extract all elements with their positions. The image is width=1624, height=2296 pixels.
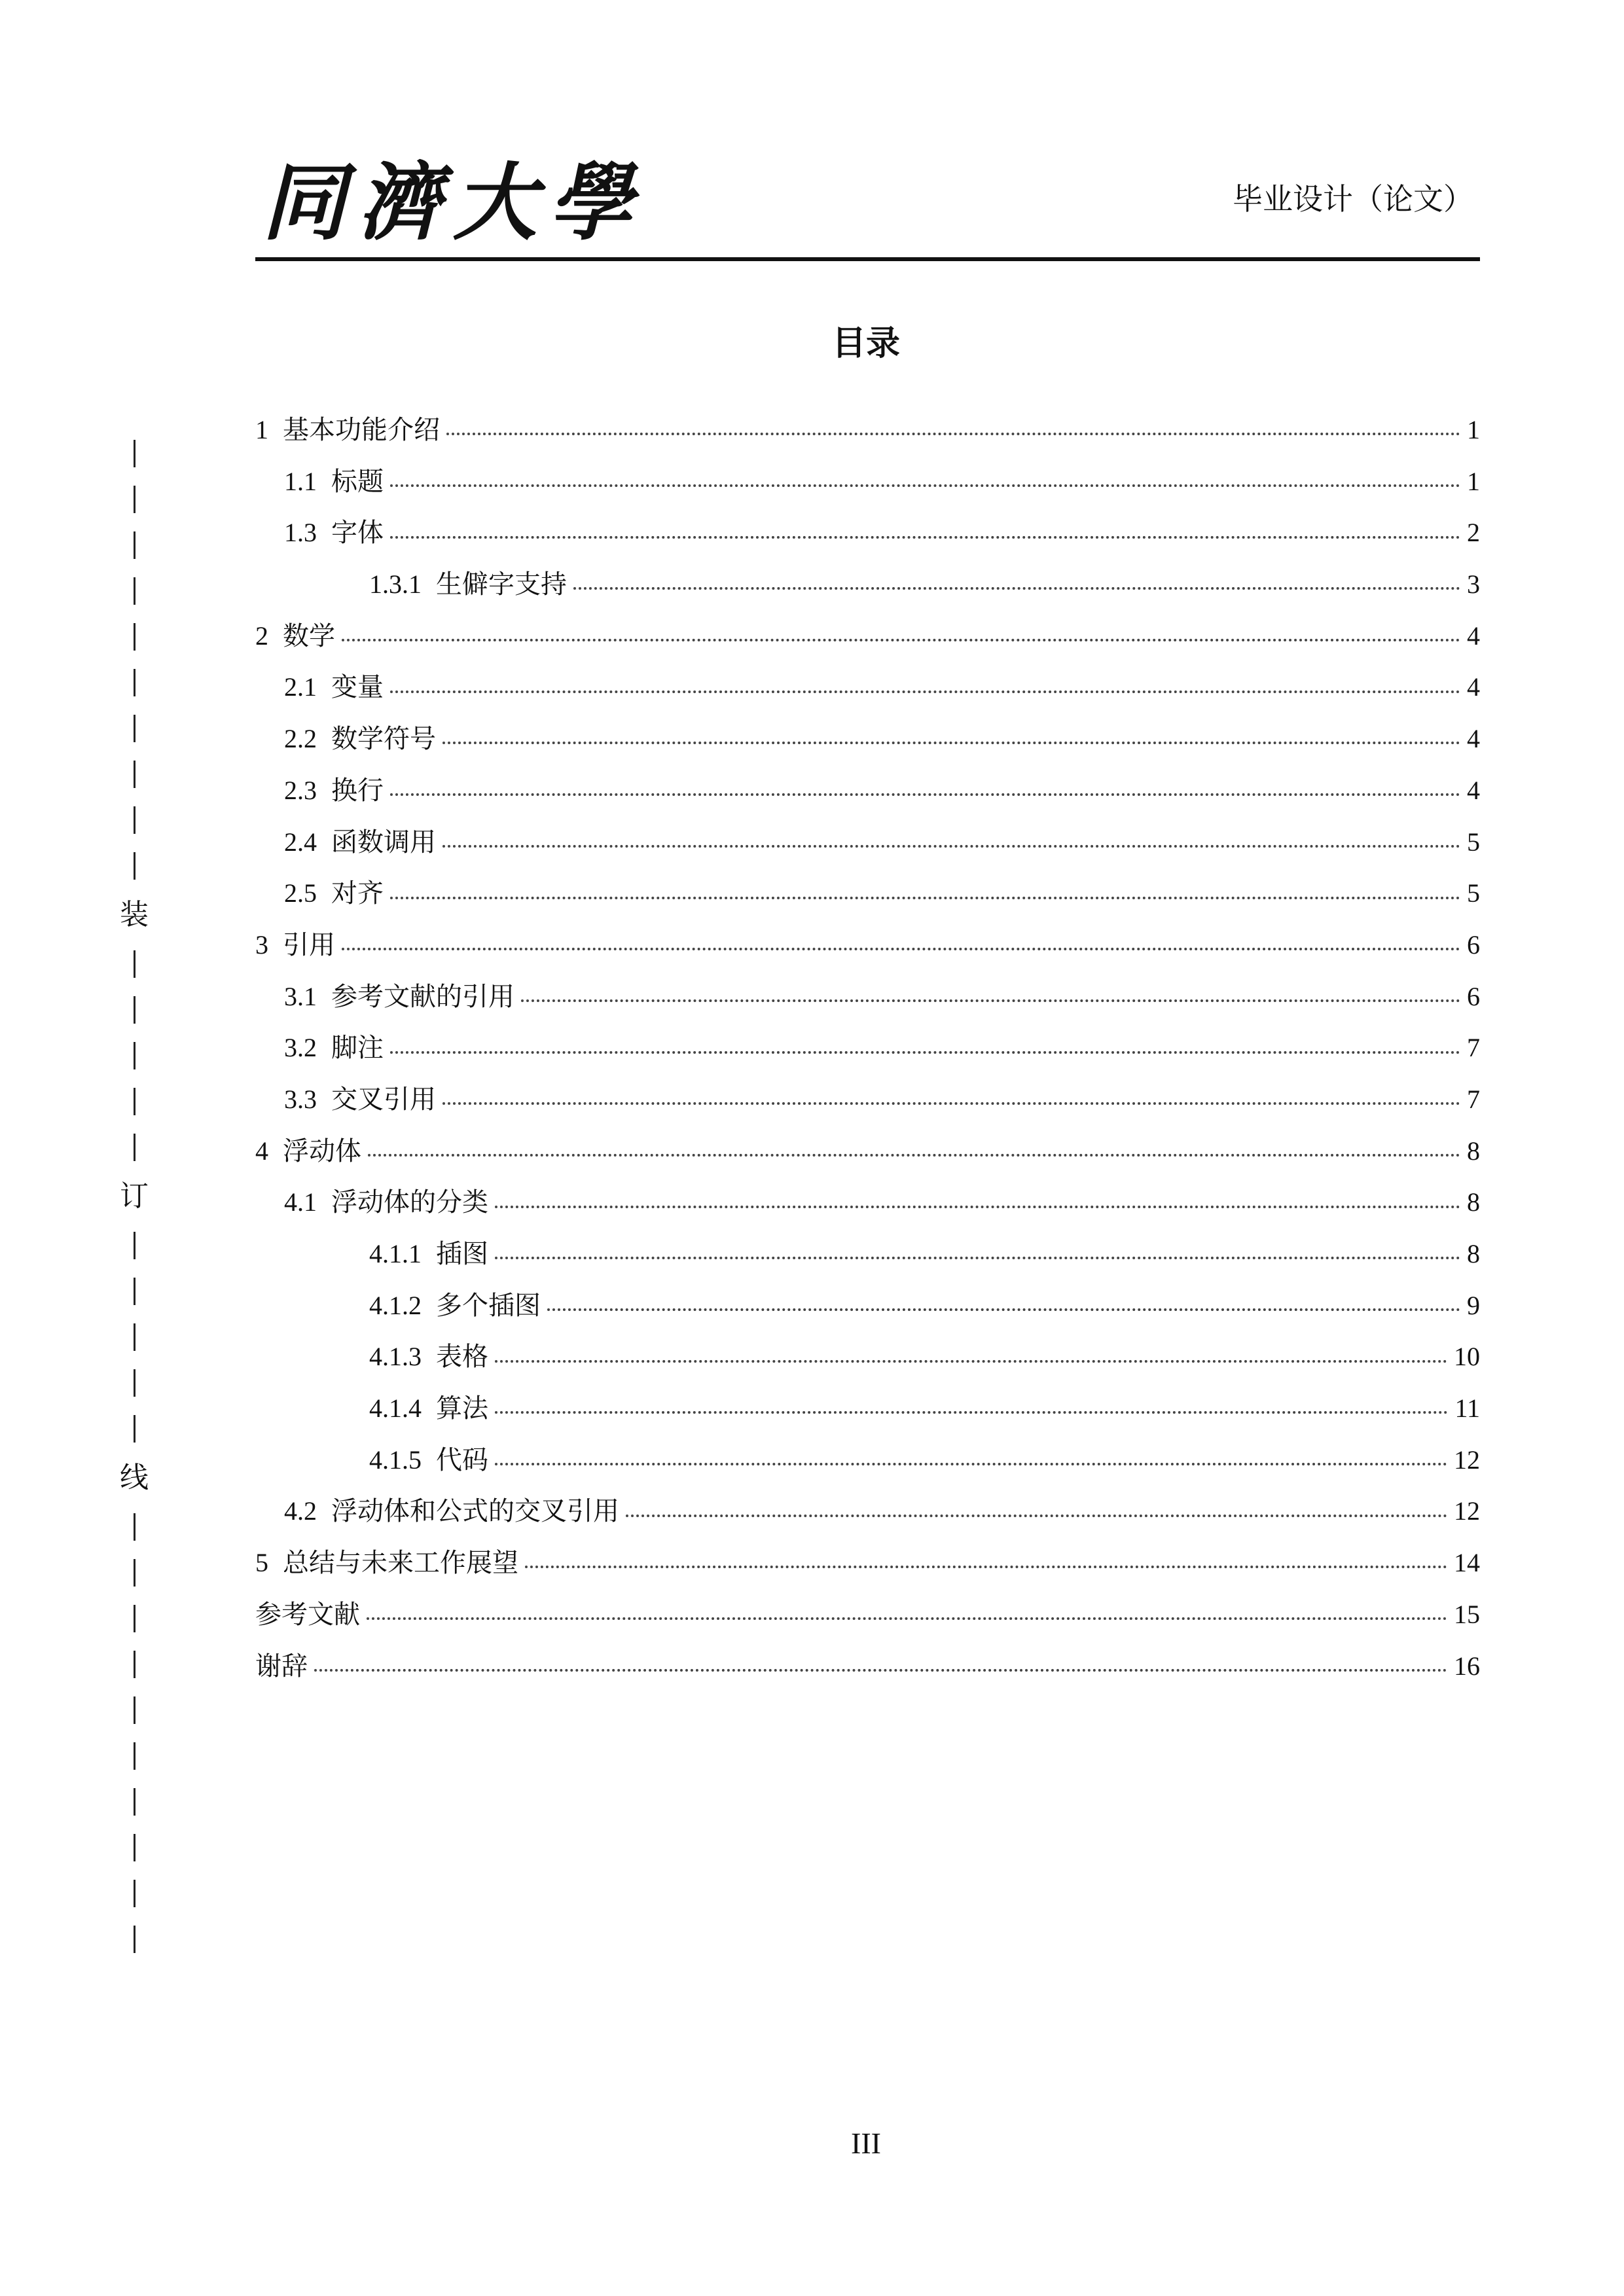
binding-line — [118, 431, 151, 1962]
binding-bar — [134, 440, 135, 467]
binding-bar — [134, 1232, 135, 1259]
toc-entry[interactable] — [255, 662, 1480, 713]
toc-entry-title: 函数调用 — [331, 827, 436, 857]
toc-entry[interactable] — [255, 1229, 1480, 1280]
binding-bar — [134, 950, 135, 978]
toc-entry[interactable] — [255, 559, 1480, 611]
document-type-label: 毕业设计（论文） — [1233, 183, 1473, 216]
binding-bar — [134, 715, 135, 742]
binding-bar — [134, 1513, 135, 1541]
toc-dot-leader — [314, 1669, 1447, 1672]
binding-bar — [134, 1134, 135, 1161]
toc-dot-leader — [342, 639, 1460, 641]
binding-bar — [134, 1415, 135, 1443]
binding-bar — [134, 852, 135, 880]
toc-dot-leader — [367, 1617, 1447, 1620]
toc-entry-number: 1.3.1 — [369, 569, 422, 600]
toc-entry[interactable] — [255, 1074, 1480, 1126]
toc-entry-number: 2.5 — [284, 878, 317, 908]
toc-entry-page: 11 — [1454, 1393, 1480, 1424]
binding-bar — [134, 1834, 135, 1861]
toc-entry-number: 4.1.2 — [369, 1290, 422, 1320]
toc-entry[interactable] — [255, 611, 1480, 662]
toc-entry-page: 9 — [1467, 1290, 1480, 1320]
binding-bar — [134, 1742, 135, 1770]
university-logo: 同濟大學 — [262, 154, 645, 252]
toc-entry[interactable] — [255, 456, 1480, 508]
toc-entry-page: 7 — [1467, 1033, 1480, 1063]
toc-entry-page: 15 — [1454, 1599, 1480, 1629]
toc-entry-page: 8 — [1467, 1136, 1480, 1166]
toc-entry-number: 2 — [255, 620, 268, 651]
toc-entry-number: 1.3 — [284, 518, 317, 548]
toc-entry-title: 多个插图 — [436, 1290, 541, 1320]
toc-dot-leader — [495, 1411, 1448, 1414]
toc-entry[interactable] — [255, 507, 1480, 559]
binding-label: 装 — [120, 898, 149, 931]
toc-entry-number: 2.3 — [284, 775, 317, 805]
toc-entry-number: 2.4 — [284, 827, 317, 857]
toc-entry-number: 4 — [255, 1136, 268, 1166]
toc-entry[interactable] — [255, 1177, 1480, 1229]
toc-entry-page: 4 — [1467, 724, 1480, 754]
toc-dot-leader — [446, 433, 1460, 435]
binding-bar — [134, 531, 135, 559]
binding-bar — [134, 996, 135, 1024]
toc-dot-leader — [442, 1102, 1460, 1105]
toc-dot-leader — [390, 536, 1460, 539]
toc-entry[interactable] — [255, 1280, 1480, 1332]
toc-dot-leader — [525, 1566, 1447, 1568]
toc-entry[interactable] — [255, 1022, 1480, 1074]
toc-dot-leader — [495, 1257, 1460, 1259]
toc-entry-title: 谢辞 — [255, 1651, 308, 1681]
toc-entry-title: 基本功能介绍 — [283, 415, 440, 444]
toc-entry-title: 生僻字支持 — [436, 569, 567, 600]
binding-bar — [134, 1369, 135, 1397]
toc-entry-page: 5 — [1467, 878, 1480, 908]
toc-entry[interactable] — [255, 868, 1480, 920]
toc-title: 目录 — [831, 324, 900, 363]
binding-bar — [134, 623, 135, 651]
binding-bar — [134, 1788, 135, 1816]
toc-entry-title: 引用 — [283, 929, 335, 960]
toc-entry-page: 4 — [1467, 672, 1480, 702]
binding-bar — [134, 1696, 135, 1724]
toc-dot-leader — [342, 948, 1460, 950]
binding-bar — [134, 1651, 135, 1678]
toc-entry[interactable] — [255, 817, 1480, 869]
toc-entry[interactable] — [255, 404, 1480, 456]
toc-entry-title: 换行 — [331, 775, 384, 805]
toc-entry-page: 14 — [1454, 1548, 1480, 1578]
toc-dot-leader — [547, 1308, 1460, 1311]
header-divider — [255, 257, 1480, 261]
toc-entry-title: 字体 — [331, 518, 384, 548]
toc-entry-page: 4 — [1467, 775, 1480, 805]
toc-entry[interactable] — [255, 1641, 1480, 1693]
toc-entry-title: 表格 — [436, 1342, 488, 1372]
toc-entry-title: 数学符号 — [331, 724, 436, 754]
toc-dot-leader — [626, 1515, 1447, 1517]
toc-dot-leader — [442, 742, 1460, 744]
toc-entry-number: 1.1 — [284, 466, 317, 496]
binding-bar — [134, 1278, 135, 1305]
toc-dot-leader — [495, 1206, 1460, 1208]
toc-entry-title: 浮动体 — [283, 1136, 361, 1166]
toc-entry[interactable] — [255, 1486, 1480, 1537]
toc-entry[interactable] — [255, 1435, 1480, 1486]
toc-entry-number: 3.3 — [284, 1084, 317, 1114]
toc-entry[interactable] — [255, 971, 1480, 1023]
toc-entry-page: 8 — [1467, 1239, 1480, 1268]
binding-bar — [134, 486, 135, 513]
toc-dot-leader — [390, 793, 1460, 796]
binding-bar — [134, 761, 135, 788]
toc-dot-leader — [390, 1051, 1460, 1054]
toc-entry-page: 12 — [1454, 1496, 1480, 1526]
toc-entry[interactable] — [255, 1383, 1480, 1435]
toc-entry-page: 4 — [1467, 620, 1480, 651]
toc-entry-title: 变量 — [331, 672, 384, 702]
toc-entry-title: 总结与未来工作展望 — [283, 1548, 518, 1578]
page-number: III — [851, 2126, 881, 2160]
binding-bar — [134, 1880, 135, 1907]
toc-entry[interactable] — [255, 1126, 1480, 1177]
toc-entry-page: 1 — [1467, 466, 1480, 496]
binding-bar — [134, 1042, 135, 1069]
toc-entry-page: 8 — [1467, 1187, 1480, 1217]
toc-entry-number: 1 — [255, 415, 268, 444]
toc-dot-leader — [495, 1360, 1447, 1363]
toc-entry-number: 4.1.1 — [369, 1239, 422, 1268]
toc-entry-number: 3.2 — [284, 1033, 317, 1063]
toc-entry-page: 2 — [1467, 518, 1480, 548]
toc-entry-number: 4.1 — [284, 1187, 317, 1217]
toc-entry[interactable] — [255, 1589, 1480, 1641]
toc-dot-leader — [390, 691, 1460, 693]
toc-dot-leader — [442, 845, 1460, 848]
binding-bar — [134, 806, 135, 834]
toc-dot-leader — [390, 897, 1460, 899]
toc-entry[interactable] — [255, 765, 1480, 817]
toc-entry-title: 对齐 — [331, 878, 384, 908]
toc-entry-page: 10 — [1454, 1342, 1480, 1372]
binding-bar — [134, 1323, 135, 1351]
toc-entry-number: 3 — [255, 929, 268, 960]
toc-dot-leader — [368, 1154, 1460, 1157]
toc-entry-number: 4.1.4 — [369, 1393, 422, 1424]
toc-entry-title: 浮动体和公式的交叉引用 — [331, 1496, 619, 1526]
toc-entry-number: 3.1 — [284, 981, 317, 1011]
toc-dot-leader — [521, 999, 1460, 1002]
toc-entry-title: 算法 — [436, 1393, 488, 1424]
binding-bar — [134, 577, 135, 605]
toc-entry[interactable] — [255, 1331, 1480, 1383]
toc-entry-number: 2.1 — [284, 672, 317, 702]
toc-entry-page: 7 — [1467, 1084, 1480, 1114]
toc-entry-title: 标题 — [331, 466, 384, 496]
toc-entry-title: 浮动体的分类 — [331, 1187, 488, 1217]
toc-entry-title: 插图 — [436, 1239, 488, 1268]
table-of-contents — [255, 404, 1480, 1692]
toc-dot-leader — [573, 587, 1460, 590]
binding-bar — [134, 669, 135, 696]
toc-entry-number: 4.1.3 — [369, 1342, 422, 1372]
toc-entry-title: 交叉引用 — [331, 1084, 436, 1114]
toc-entry-page: 16 — [1454, 1651, 1480, 1681]
binding-label: 线 — [120, 1461, 149, 1494]
binding-bar — [134, 1605, 135, 1632]
toc-entry-number: 4.2 — [284, 1496, 317, 1526]
toc-dot-leader — [495, 1463, 1447, 1465]
toc-entry-page: 5 — [1467, 827, 1480, 857]
binding-bar — [134, 1926, 135, 1953]
toc-dot-leader — [390, 484, 1460, 487]
toc-entry[interactable] — [255, 713, 1480, 765]
toc-entry-number: 2.2 — [284, 724, 317, 754]
toc-entry-title: 脚注 — [331, 1033, 384, 1063]
binding-label: 订 — [120, 1179, 149, 1213]
toc-entry-title: 参考文献 — [255, 1599, 360, 1629]
toc-entry-page: 12 — [1454, 1444, 1480, 1475]
toc-entry-number: 5 — [255, 1548, 268, 1578]
toc-entry[interactable] — [255, 920, 1480, 971]
toc-entry-title: 参考文献的引用 — [331, 981, 514, 1011]
toc-entry-page: 6 — [1467, 981, 1480, 1011]
toc-entry[interactable] — [255, 1537, 1480, 1589]
toc-entry-page: 1 — [1467, 415, 1480, 444]
toc-entry-number: 4.1.5 — [369, 1444, 422, 1475]
toc-entry-page: 6 — [1467, 929, 1480, 960]
binding-bar — [134, 1088, 135, 1115]
toc-entry-title: 数学 — [283, 620, 335, 651]
binding-bar — [134, 1559, 135, 1587]
toc-entry-page: 3 — [1467, 569, 1480, 600]
toc-entry-title: 代码 — [436, 1444, 488, 1475]
